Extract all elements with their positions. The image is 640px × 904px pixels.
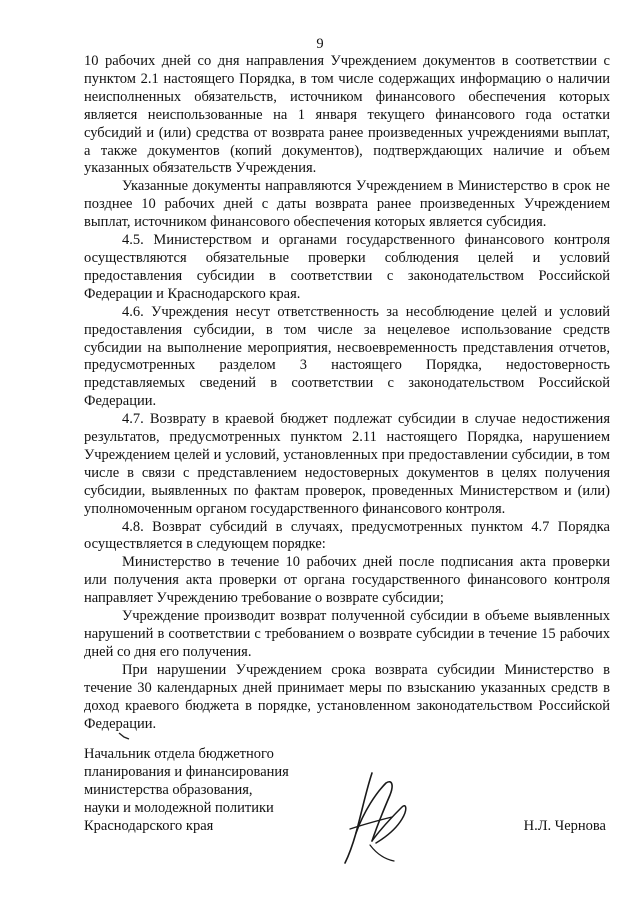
paragraph: Министерство в течение 10 рабочих дней после подписания акта проверки или получения акта проверки от органа государственного финансового контроля направляет Учреждению требование о возврате субсидии;	[84, 554, 610, 607]
handwritten-signature	[342, 771, 412, 866]
paragraph: 4.5. Министерством и органами государственного финансового контроля осуществляются обязательные проверки соблюдения целей и условий предоставления субсидии в соответствии с законодательством Российской Федерации и Краснодарского края.	[84, 232, 610, 302]
signer-position-line: Начальник отдела бюджетного	[84, 746, 274, 762]
document-body	[84, 53, 610, 733]
page-number: 9	[316, 36, 324, 52]
pen-tick-mark	[118, 732, 130, 740]
paragraph: Учреждение производит возврат полученной субсидии в объеме выявленных нарушений в соответствии с требованием о возврате субсидии в течение 15 рабочих дней со дня его получения.	[84, 608, 610, 660]
signer-position-line: планирования и финансирования	[84, 763, 289, 780]
paragraph: 4.7. Возврату в краевой бюджет подлежат субсидии в случае недостижения результатов, предусмотренных пунктом 2.11 настоящего Порядка, нарушением Учреждением целей и условий, установленных при предоставлении субсидии, в том числе в связи с представлением недостоверных документов в целях получения субсидии, выявленных по фактам проверок, проведенных Министерством и (или) уполномоченным органом государственного финансового контроля.	[84, 411, 610, 517]
paragraph: 4.6. Учреждения несут ответственность за несоблюдение целей и условий предоставления субсидии, в том числе за нецелевое использование средств субсидии на выполнение мероприятия, несвоевременность представления отчетов, предусмотренных разделом 3 настоящего Порядка, недостоверность представляемых сведений в соответствии с законодательством Российской Федерации.	[84, 303, 610, 410]
paragraph: Указанные документы направляются Учреждением в Министерство в срок не позднее 10 рабочих дней с даты возврата ранее произведенных Учреждением выплат, источником финансового обеспечения которых является субсидия.	[84, 178, 610, 231]
paragraph: При нарушении Учреждением срока возврата субсидии Министерство в течение 30 календарных дней принимает меры по взысканию указанных средств в доход краевого бюджета в порядке, установленном законодательством Российской Федерации.	[84, 661, 610, 732]
paragraph: 10 рабочих дней со дня направления Учреждением документов в соответствии с пунктом 2.1 настоящего Порядка, в том числе содержащих информацию о наличии неисполненных обязательств, источником финансового обеспечения которых является неиспользованные на 1 января текущего финансового года остатки субсидий и (или) средства от возврата ранее произведенных учреждениями выплат, а также документов (копий документов), подтверждающих наличие и объем указанных обязательств Учреждения.	[84, 53, 610, 177]
paragraph: 4.8. Возврат субсидий в случаях, предусмотренных пунктом 4.7 Порядка осуществляется в следующем порядке:	[84, 518, 610, 553]
signer-position	[84, 746, 324, 836]
signer-position-line: Краснодарского края	[84, 817, 214, 834]
signature-block	[84, 746, 610, 866]
signer-name: Н.Л. Чернова	[523, 818, 606, 834]
signer-position-line: министерства образования,	[84, 781, 253, 798]
signer-position-line: науки и молодежной политики	[84, 799, 274, 816]
